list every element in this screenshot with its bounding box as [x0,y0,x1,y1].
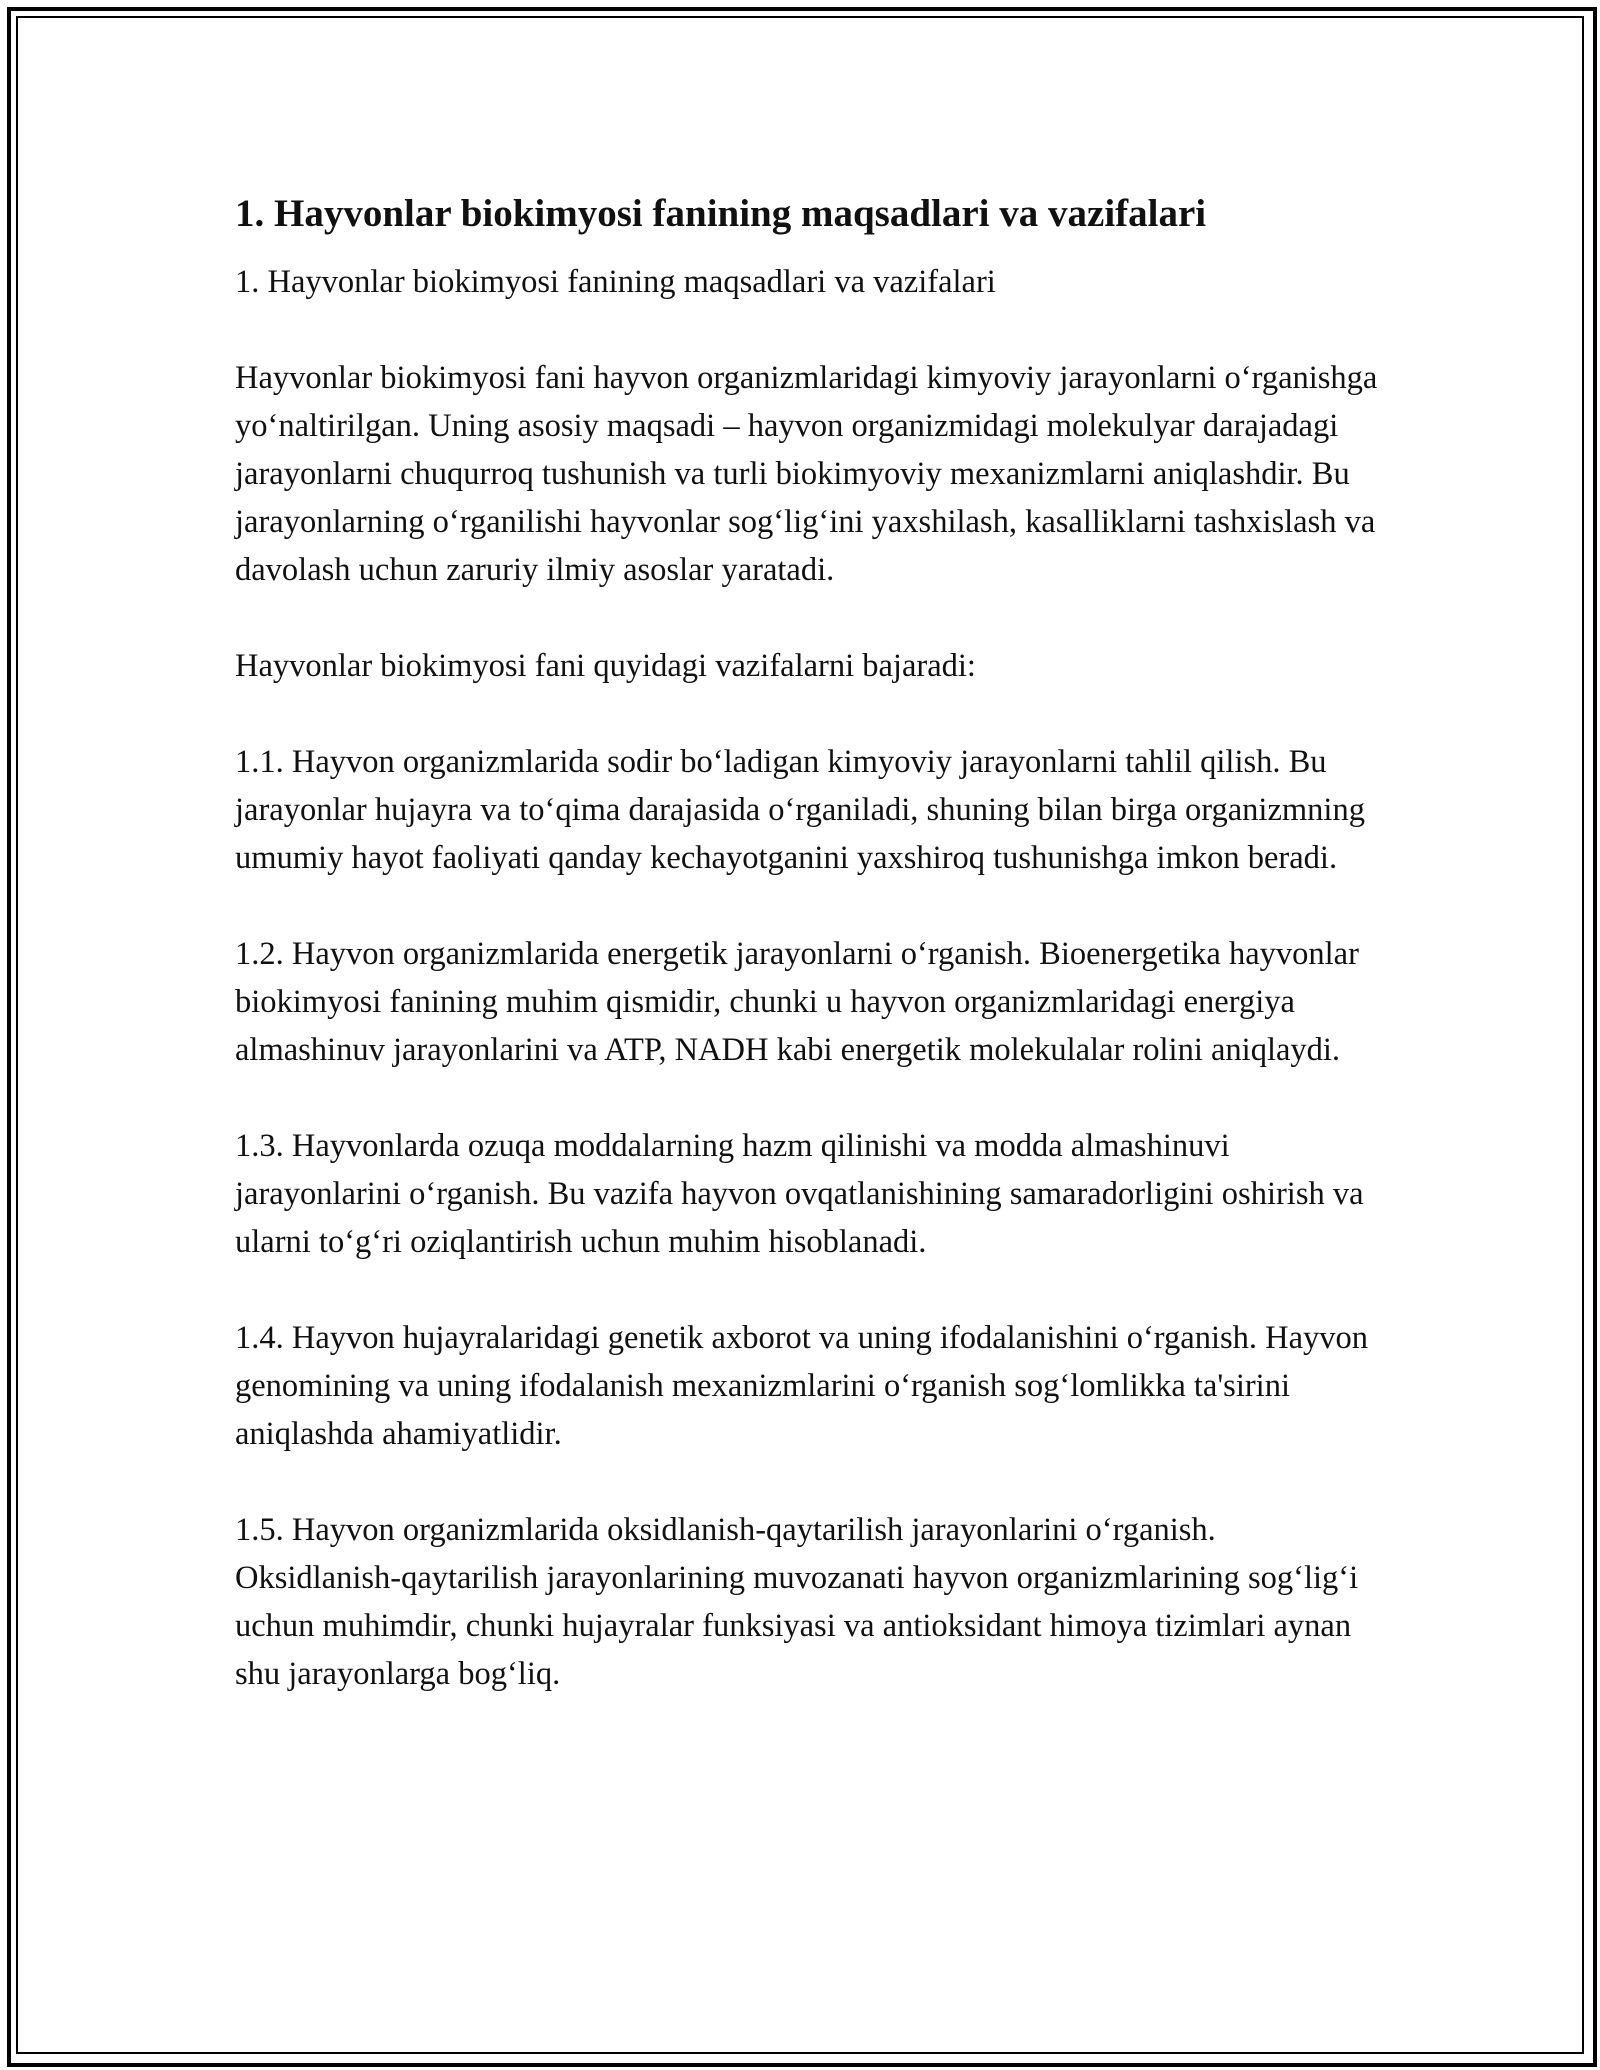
paragraph-task-1-5: 1.5. Hayvon organizmlarida oksidlanish-qaytarilish jarayonlarini o‘rganish. Oksidlanish-qaytarilish jarayonlarining muvozanati hayvon organizmlarining sog‘lig‘i uchun muhimdir, chunki hujayralar funksiyasi va antioksidant himoya tizimlari aynan shu jarayonlarga bog‘liq. [235,1512,1359,1692]
document-body [235,184,1385,1746]
paragraph-task-1-4: 1.4. Hayvon hujayralaridagi genetik axborot va uning ifodalanishini o‘rganish. Hayvon genomining va uning ifodalanish mexanizmlarini o‘rganish sog‘lomlikka ta'sirini aniqlashda ahamiyatlidir. [235,1320,1369,1452]
paragraph-task-1-3: 1.3. Hayvonlarda ozuqa moddalarning hazm qilinishi va modda almashinuvi jarayonlarini o‘rganish. Bu vazifa hayvon ovqatlanishining samaradorligini oshirish va ularni to‘g‘ri oziqlantirish uchun muhim hisoblanadi. [235,1128,1364,1260]
paragraph-tasks-lead: Hayvonlar biokimyosi fani quyidagi vazifalarni bajaradi: [235,648,976,684]
paragraph-task-1-1: 1.1. Hayvon organizmlarida sodir bo‘ladigan kimyoviy jarayonlarni tahlil qilish. Bu jarayonlar hujayra va to‘qima darajasida o‘rganiladi, shuning bilan birga organizmning umumiy hayot faoliyati qanday kechayotganini yaxshiroq tushunishga imkon beradi. [235,744,1365,876]
document-subheading: 1. Hayvonlar biokimyosi fanining maqsadlari va vazifalari [235,264,996,300]
paragraph-intro: Hayvonlar biokimyosi fani hayvon organizmlaridagi kimyoviy jarayonlarni o‘rganishga yo‘naltirilgan. Uning asosiy maqsadi – hayvon organizmidagi molekulyar darajadagi jarayonlarni chuqurroq tushunish va turli biokimyoviy mexanizmlarni aniqlashdir. Bu jarayonlarning o‘rganilishi hayvonlar sog‘lig‘ini yaxshilash, kasalliklarni tashxislash va davolash uchun zaruriy ilmiy asoslar yaratadi. [235,360,1378,588]
paragraph-task-1-2: 1.2. Hayvon organizmlarida energetik jarayonlarni o‘rganish. Bioenergetika hayvonlar biokimyosi fanining muhim qismidir, chunki u hayvon organizmlaridagi energiya almashinuv jarayonlarini va ATP, NADH kabi energetik molekulalar rolini aniqlaydi. [235,936,1359,1068]
document-heading: 1. Hayvonlar biokimyosi fanining maqsadlari va vazifalari [235,192,1207,235]
